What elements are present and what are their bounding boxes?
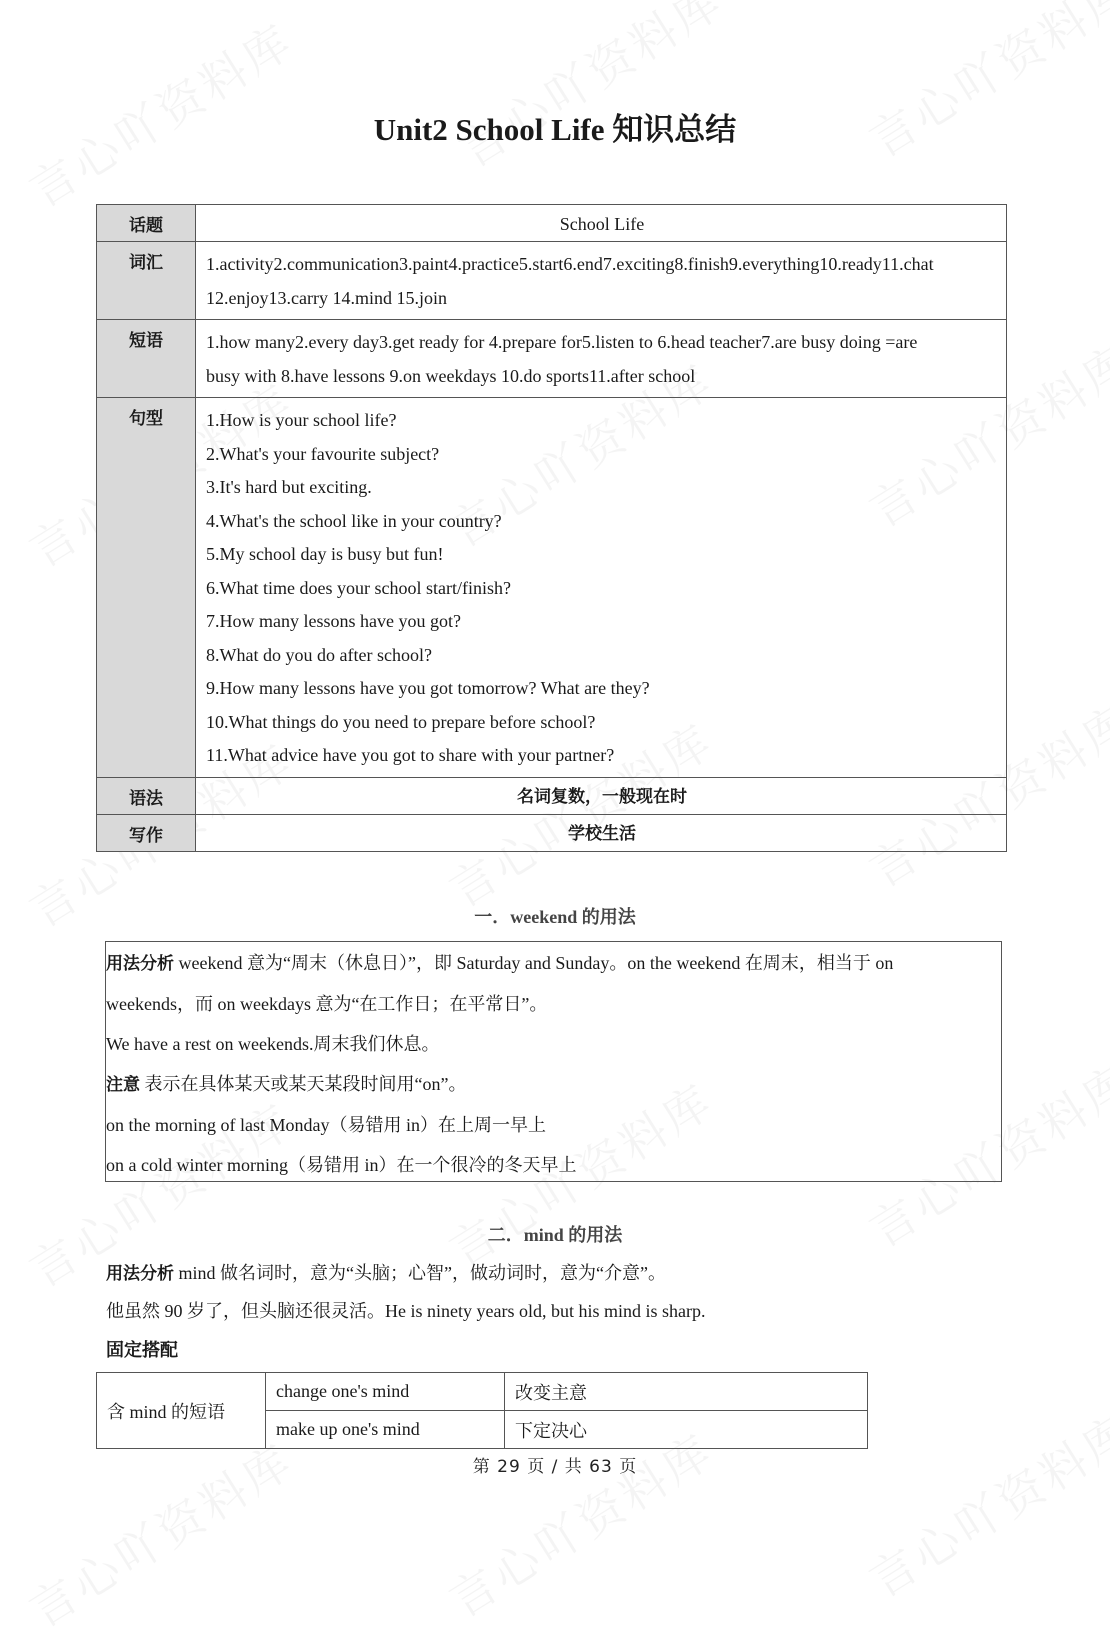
topic-value: School Life xyxy=(196,205,1007,242)
row-label-sentences: 句型 xyxy=(97,398,196,778)
sentence-line: 5.My school day is busy but fun! xyxy=(206,544,444,564)
phrase-group-label: 含 mind 的短语 xyxy=(97,1373,266,1449)
table-row xyxy=(97,1373,868,1411)
section1-keyword: weekend xyxy=(510,907,578,927)
box-line xyxy=(106,942,1001,984)
row-label-writing: 写作 xyxy=(97,814,196,851)
section2-heading xyxy=(0,1221,1110,1247)
mind-analysis-text: mind 做名词时，意为“头脑；心智”，做动词时，意为“介意”。 xyxy=(174,1263,666,1283)
row-label-vocab: 词汇 xyxy=(97,242,196,320)
phrase-line: busy with 8.have lessons 9.on weekdays 10.do sports11.after school xyxy=(206,365,696,386)
sentences-value xyxy=(196,398,1007,778)
sentence-line: 2.What's your favourite subject? xyxy=(206,443,440,464)
sentence-line: 11.What advice have you got to share with your partner? xyxy=(206,745,615,765)
writing-value: 学校生活 xyxy=(196,814,1007,851)
table-row xyxy=(97,777,1007,814)
page-footer: 第 29 页 / 共 63 页 xyxy=(472,1457,638,1477)
usage-analysis-label: 用法分析 xyxy=(106,954,174,974)
table-row xyxy=(97,320,1007,398)
phrase-zh: 下定决心 xyxy=(505,1411,868,1449)
box-line xyxy=(106,1064,1001,1105)
box-line: on the morning of last Monday（易错用 in）在上周一早上 xyxy=(106,1115,546,1135)
phrase-en: make up one's mind xyxy=(266,1411,505,1449)
box-text: 表示在具体某天或某天某段时间用“on”。 xyxy=(140,1074,467,1094)
phrase-en: change one's mind xyxy=(266,1373,505,1411)
sentence-line: 10.What things do you need to prepare before school? xyxy=(206,711,596,732)
phrases-value xyxy=(196,320,1007,398)
section2-prefix: 二． xyxy=(487,1225,524,1245)
grammar-value: 名词复数，一般现在时 xyxy=(196,777,1007,814)
phrase-zh: 改变主意 xyxy=(505,1373,868,1411)
section1-heading xyxy=(0,903,1110,929)
summary-table xyxy=(96,204,1007,852)
collocation-label: 固定搭配 xyxy=(106,1340,178,1361)
weekend-usage-box xyxy=(105,941,1002,1182)
section1-suffix: 的用法 xyxy=(577,907,636,927)
table-row xyxy=(97,242,1007,320)
section2-suffix: 的用法 xyxy=(563,1225,623,1245)
watermark xyxy=(445,0,734,180)
vocab-value xyxy=(196,242,1007,320)
sentence-line: 9.How many lessons have you got tomorrow? What are they? xyxy=(206,678,650,698)
sentence-line: 1.How is your school life? xyxy=(206,410,397,430)
sentence-line: 8.What do you do after school? xyxy=(206,644,432,665)
box-line: on a cold winter morning（易错用 in）在一个很冷的冬天早上 xyxy=(106,1155,577,1175)
row-label-grammar: 语法 xyxy=(97,777,196,814)
sentence-line: 3.It's hard but exciting. xyxy=(206,477,372,497)
mind-phrase-table xyxy=(96,1372,868,1449)
usage-analysis-label: 用法分析 xyxy=(106,1264,174,1284)
row-label-topic: 话题 xyxy=(97,205,196,242)
box-line: weekends，而 on weekdays 意为“在工作日；在平常日”。 xyxy=(106,994,548,1014)
box-text: weekend 意为“周末（休息日）”，即 Saturday and Sunday。on the weekend 在周末，相当于 on xyxy=(174,953,894,973)
mind-example: 他虽然 90 岁了，但头脑还很灵活。He is ninety years old, but his mind is sharp. xyxy=(106,1301,706,1321)
section1-prefix: 一． xyxy=(474,907,511,927)
table-row xyxy=(97,814,1007,851)
vocab-line: 1.activity2.communication3.paint4.practice5.start6.end7.exciting8.finish9.everything10.ready11.chat xyxy=(206,254,934,274)
box-line: We have a rest on weekends.周末我们休息。 xyxy=(106,1034,440,1054)
section2-keyword: mind xyxy=(523,1225,564,1245)
vocab-line: 12.enjoy13.carry 14.mind 15.join xyxy=(206,287,447,308)
note-label: 注意 xyxy=(106,1075,140,1095)
watermark xyxy=(855,1396,1110,1611)
sentence-line: 6.What time does your school start/finish? xyxy=(206,577,511,598)
phrase-line: 1.how many2.every day3.get ready for 4.prepare for5.listen to 6.head teacher7.are busy doing =are xyxy=(206,332,918,352)
table-row xyxy=(97,205,1007,242)
sentence-line: 7.How many lessons have you got? xyxy=(206,611,461,631)
sentence-line: 4.What's the school like in your country? xyxy=(206,510,502,531)
mind-analysis xyxy=(106,1259,666,1285)
row-label-phrases: 短语 xyxy=(97,320,196,398)
table-row xyxy=(97,398,1007,778)
page-title: Unit2 School Life 知识总结 xyxy=(373,112,737,147)
